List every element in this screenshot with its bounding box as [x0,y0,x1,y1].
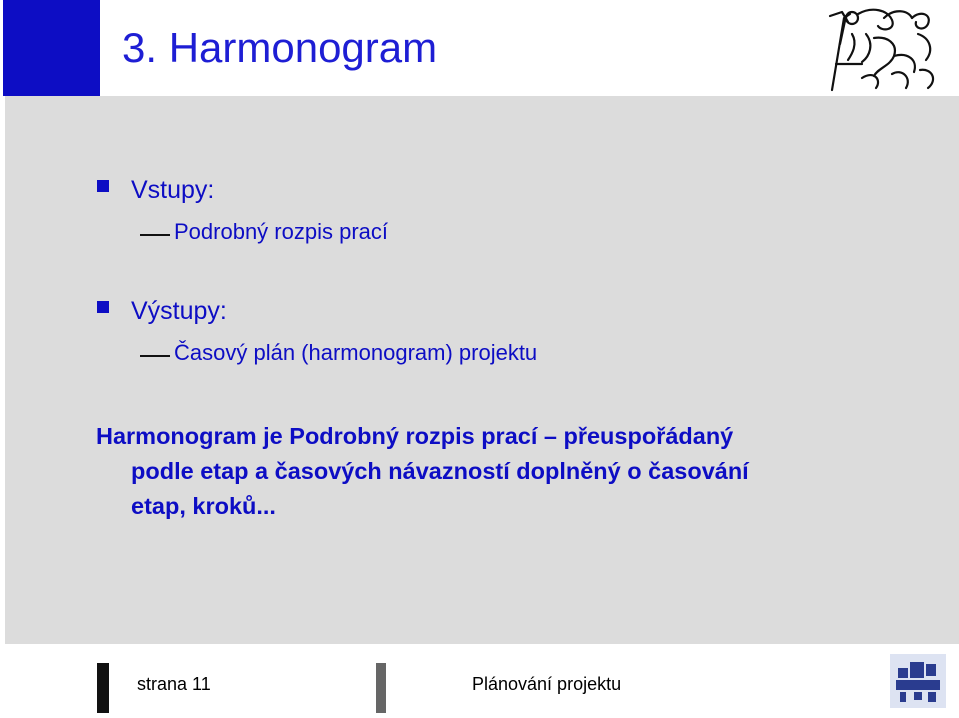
footer-bar-middle [376,663,386,713]
paragraph-line-2: podle etap a časových návazností doplněný o časování [131,458,749,484]
bullet-inputs [97,180,109,192]
ctu-footer-logo-icon [890,654,946,708]
paragraph-line-1: Harmonogram je Podrobný rozpis prací – přeuspořádaný [96,423,734,449]
bullet-outputs [97,301,109,313]
slide-title: 3. Harmonogram [122,24,438,71]
outputs-heading: Výstupy: [131,297,227,325]
title-accent-block [3,0,100,96]
outputs-dash [140,355,170,357]
outputs-item: Časový plán (harmonogram) projektu [174,340,538,365]
footer-bar-left [97,663,109,713]
inputs-item: Podrobný rozpis prací [174,219,388,244]
footer-page-number: strana 11 [137,674,211,694]
inputs-dash [140,234,170,236]
inputs-heading: Vstupy: [131,176,215,204]
ctu-lion-logo-icon [822,4,946,92]
footer-topic: Plánování projektu [472,674,622,694]
paragraph-line-3: etap, kroků... [131,493,276,519]
